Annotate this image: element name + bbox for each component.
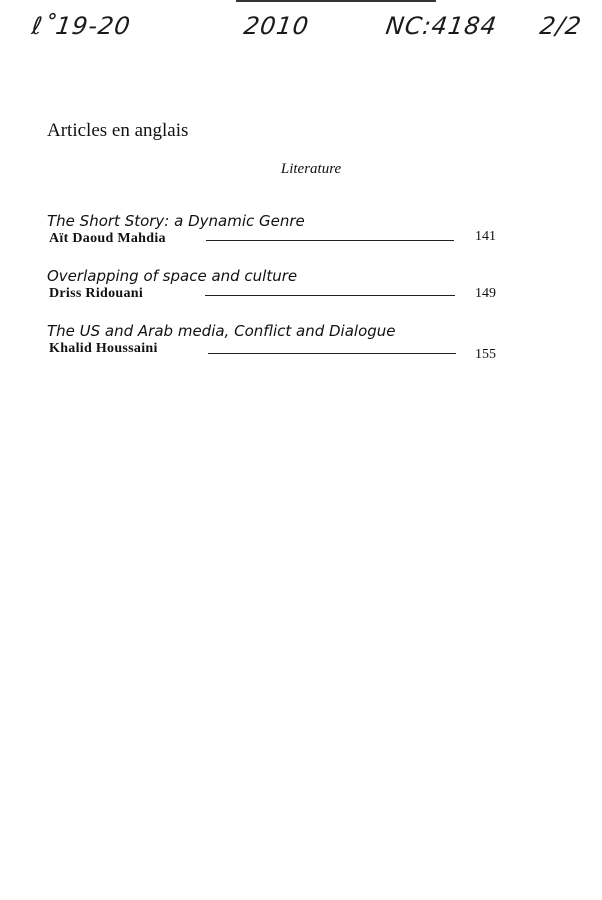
leader-line bbox=[206, 240, 454, 241]
article-title: The Short Story: a Dynamic Genre bbox=[47, 212, 305, 230]
handwritten-part: 2/2 bbox=[538, 12, 584, 40]
toc-entry bbox=[47, 267, 507, 301]
article-author: Aït Daoud Mahdia bbox=[49, 231, 166, 246]
toc-entry bbox=[47, 212, 507, 246]
leader-line bbox=[208, 353, 456, 354]
handwritten-year: 2010 bbox=[242, 12, 312, 40]
page-number: 155 bbox=[475, 347, 496, 362]
leader-line bbox=[205, 295, 455, 296]
article-author: Khalid Houssaini bbox=[49, 341, 158, 356]
article-title: Overlapping of space and culture bbox=[47, 267, 298, 285]
section-heading: Articles en anglais bbox=[47, 120, 189, 141]
handwritten-call-number: NC:4184 bbox=[384, 12, 499, 40]
handwritten-reference: ℓ˚19-20 bbox=[30, 12, 133, 40]
article-author: Driss Ridouani bbox=[49, 286, 144, 301]
page-number: 141 bbox=[475, 229, 496, 244]
top-border-line bbox=[236, 0, 436, 2]
article-title: The US and Arab media, Conflict and Dialogue bbox=[47, 322, 396, 340]
section-subheading: Literature bbox=[280, 161, 342, 177]
toc-entry bbox=[47, 322, 507, 362]
page-number: 149 bbox=[475, 286, 496, 301]
